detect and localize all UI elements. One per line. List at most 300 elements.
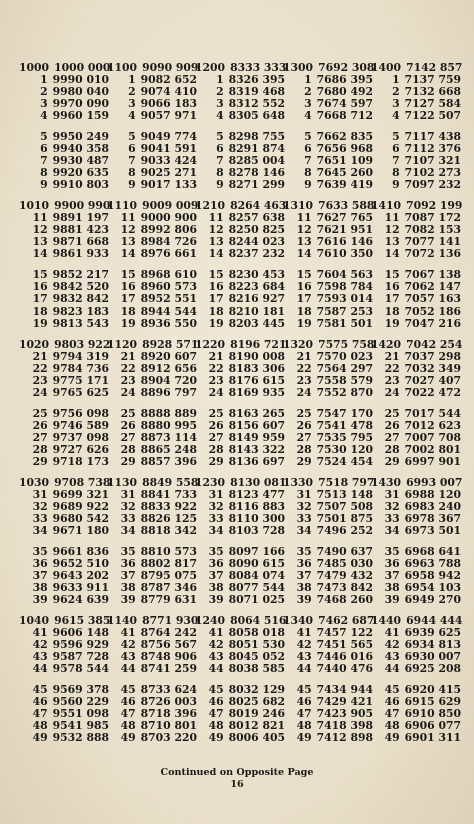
row-number: 1110 [107,199,138,213]
row-number: 47 [384,707,400,721]
reciprocal-value: 8071 025 [228,593,285,607]
reciprocal-value: 8250 825 [228,223,285,237]
reciprocal-value: 9871 668 [52,235,109,249]
row-number: 1130 [107,475,138,489]
reciprocal-value: 8271 299 [228,178,285,192]
row-number: 21 [120,349,136,363]
table-row [283,363,373,375]
row-number: 17 [32,292,48,306]
table-row [107,110,197,122]
reciprocal-value: 7017 544 [404,406,461,420]
row-group [107,408,197,468]
table-row [371,248,461,260]
table-row [107,293,197,305]
row-number: 49 [384,731,400,745]
row-number: 22 [296,361,312,375]
reciprocal-value: 9708 738 [54,475,111,489]
reciprocal-value: 9606 148 [52,626,109,640]
table-row [371,375,461,387]
row-number: 12 [384,223,400,237]
reciprocal-value: 6973 501 [404,523,461,537]
table-row [283,351,373,363]
row-number: 1 [392,73,400,87]
row-group [195,684,285,744]
reciprocal-value: 8210 181 [228,304,285,318]
row-group [371,408,461,468]
reciprocal-value: 9765 625 [52,385,109,399]
row-group [19,477,109,537]
reciprocal-value: 7122 507 [404,109,461,123]
row-number: 26 [120,418,136,432]
reciprocal-value: 7082 153 [404,223,461,237]
reciprocal-value: 9551 098 [52,707,109,721]
table-row [283,248,373,260]
row-number: 9 [40,178,48,192]
row-number: 1040 [19,614,50,627]
row-number: 43 [384,650,400,664]
table-row [283,732,373,744]
table-row [195,248,285,260]
row-number: 26 [384,418,400,432]
reciprocal-value: 7593 014 [316,292,373,306]
row-number: 49 [296,731,312,745]
row-number: 38 [384,581,400,595]
table-row [107,318,197,330]
reciprocal-value: 8733 624 [140,683,197,697]
reciprocal-value: 6954 103 [404,581,461,595]
row-number: 5 [128,130,136,144]
reciprocal-value: 6906 077 [404,719,461,733]
reciprocal-value: 8019 246 [228,707,285,721]
table-row [195,525,285,537]
row-number: 2 [392,85,400,99]
row-number: 44 [32,662,48,676]
row-number: 47 [120,707,136,721]
reciprocal-value: 8230 453 [228,268,285,282]
row-group [19,615,109,675]
reciprocal-value: 8216 927 [228,292,285,306]
table-row [371,663,461,675]
row-number: 48 [384,719,400,733]
reciprocal-value: 6925 208 [404,662,461,676]
reciprocal-value: 7564 297 [316,361,373,375]
row-number: 1100 [107,61,138,74]
row-number: 35 [208,544,224,558]
reciprocal-value: 7112 376 [404,142,461,156]
reciprocal-value: 6988 120 [404,487,461,501]
row-number: 4 [128,109,136,123]
reciprocal-value: 6958 942 [404,568,461,582]
row-number: 43 [208,650,224,664]
reciprocal-value: 8992 806 [140,223,197,237]
row-number: 19 [296,316,312,330]
row-number: 48 [208,719,224,733]
table-row [107,732,197,744]
row-group [283,339,373,399]
row-number: 26 [32,418,48,432]
table-row [107,387,197,399]
row-group [283,62,373,122]
row-group [107,131,197,191]
row-number: 3 [392,97,400,111]
row-number: 34 [384,523,400,537]
reciprocal-value: 8149 959 [228,430,285,444]
row-number: 8 [304,166,312,180]
row-number: 15 [296,268,312,282]
row-number: 26 [296,418,312,432]
reciprocal-value: 8952 551 [140,292,197,306]
row-number: 34 [296,523,312,537]
row-group [195,62,285,122]
table-row [283,456,373,468]
reciprocal-value: 9090 909 [142,61,199,74]
reciprocal-value: 9803 922 [54,337,111,351]
reciprocal-value: 7621 951 [316,223,373,237]
reciprocal-value: 9775 171 [52,373,109,387]
row-number: 5 [304,130,312,144]
reciprocal-value: 8984 726 [140,235,197,249]
row-number: 47 [32,707,48,721]
reciprocal-value: 8944 544 [140,304,197,318]
row-number: 3 [40,97,48,111]
reciprocal-value: 8051 530 [228,638,285,652]
table-row [107,444,197,456]
row-number: 14 [120,247,136,261]
row-number: 33 [120,511,136,525]
reciprocal-value: 7513 148 [316,487,373,501]
row-number: 28 [208,442,224,456]
row-number: 8 [40,166,48,180]
page-number: 16 [230,779,244,790]
reciprocal-value: 7092 199 [406,199,463,213]
reciprocal-value: 9532 888 [52,731,109,745]
reciprocal-value: 9794 319 [52,349,109,363]
reciprocal-value: 7692 308 [318,61,375,74]
reciprocal-value: 7610 350 [316,247,373,261]
row-number: 42 [208,638,224,652]
row-number: 35 [296,544,312,558]
row-number: 42 [32,638,48,652]
row-number: 48 [120,719,136,733]
reciprocal-value: 9074 410 [140,85,197,99]
row-number: 15 [384,268,400,282]
row-group [195,131,285,191]
reciprocal-value: 9033 424 [140,154,197,168]
row-group [371,269,461,329]
reciprocal-value: 9940 358 [52,142,109,156]
table-row [107,420,197,432]
table-row [283,420,373,432]
reciprocal-value: 6997 901 [404,454,461,468]
reciprocal-value: 8190 008 [228,349,285,363]
row-number: 22 [32,361,48,375]
reciprocal-value: 8223 684 [228,280,285,294]
reciprocal-value: 7012 623 [404,418,461,432]
reciprocal-value: 8912 656 [140,361,197,375]
row-number: 25 [296,406,312,420]
row-number: 33 [384,511,400,525]
reciprocal-value: 9624 639 [52,593,109,607]
row-number: 5 [40,130,48,144]
reciprocal-value: 8237 232 [228,247,285,261]
reciprocal-value: 6934 813 [404,638,461,652]
reciprocal-value: 8305 648 [228,109,285,123]
reciprocal-value: 8826 125 [140,511,197,525]
row-number: 24 [384,385,400,399]
row-number: 18 [384,304,400,318]
row-number: 1200 [195,61,226,74]
row-number: 31 [384,487,400,501]
reciprocal-value: 9025 271 [140,166,197,180]
table-row [19,110,109,122]
table-row [283,318,373,330]
reciprocal-value: 7032 349 [404,361,461,375]
reciprocal-value: 7446 016 [316,650,373,664]
row-group [371,200,461,260]
reciprocal-value: 7052 186 [404,304,461,318]
table-row [283,525,373,537]
reciprocal-value: 6930 007 [404,650,461,664]
row-number: 8 [216,166,224,180]
reciprocal-value: 8123 477 [228,487,285,501]
row-number: 5 [216,130,224,144]
table-row [19,363,109,375]
table-row [19,179,109,191]
table-row [107,248,197,260]
reciprocal-value: 9541 985 [52,719,109,733]
row-group [283,408,373,468]
row-number: 28 [384,442,400,456]
row-number: 3 [304,97,312,111]
reciprocal-value: 9615 385 [54,614,111,627]
row-number: 27 [120,430,136,444]
row-number: 39 [120,593,136,607]
reciprocal-value: 8764 242 [140,626,197,640]
row-number: 32 [296,499,312,513]
table-row [107,339,197,351]
table-row [19,318,109,330]
row-number: 1220 [195,337,226,351]
reciprocal-value: 8103 728 [228,523,285,537]
reciprocal-value: 8110 300 [228,511,285,525]
table-row [283,339,373,351]
reciprocal-value: 8795 075 [140,568,197,582]
table-row [107,351,197,363]
reciprocal-value: 7434 944 [316,683,373,697]
table-row [195,408,285,420]
reciprocal-value: 7575 758 [318,337,375,351]
row-number: 11 [384,211,400,225]
row-number: 44 [296,662,312,676]
table-row [107,456,197,468]
table-row [195,732,285,744]
table-row [195,306,285,318]
row-number: 48 [32,719,48,733]
row-number: 23 [120,373,136,387]
row-number: 7 [216,154,224,168]
row-number: 49 [32,731,48,745]
row-number: 4 [392,109,400,123]
reciprocal-value: 9832 842 [52,292,109,306]
row-number: 46 [384,695,400,709]
reciprocal-value: 9041 591 [140,142,197,156]
reciprocal-value: 7037 298 [404,349,461,363]
table-row [195,387,285,399]
table-row [107,477,197,489]
table-row [371,456,461,468]
table-row [283,477,373,489]
reciprocal-value: 9737 098 [52,430,109,444]
reciprocal-value: 8285 004 [228,154,285,168]
row-number: 28 [296,442,312,456]
table-row [195,432,285,444]
reciprocal-value: 9881 423 [52,223,109,237]
reciprocal-value: 9699 321 [52,487,109,501]
row-number: 3 [216,97,224,111]
row-number: 29 [384,454,400,468]
reciprocal-value: 6939 625 [404,626,461,640]
reciprocal-value: 8718 396 [140,707,197,721]
reciprocal-value: 7062 147 [404,280,461,294]
table-row [371,318,461,330]
reciprocal-value: 6910 850 [404,707,461,721]
row-group [283,684,373,744]
row-number: 31 [32,487,48,501]
reciprocal-value: 7473 842 [316,581,373,595]
table-row [107,306,197,318]
continued-note: Continued on Opposite Page [160,767,314,778]
table-row [19,477,109,489]
row-number: 18 [32,304,48,318]
row-number: 14 [296,247,312,261]
reciprocal-value: 9017 133 [140,178,197,192]
reciprocal-value: 8097 166 [228,544,285,558]
row-group [19,408,109,468]
reciprocal-value: 7535 795 [316,430,373,444]
reciprocal-value: 8264 463 [230,199,287,213]
reciprocal-value: 7639 419 [316,178,373,192]
row-number: 1210 [195,199,226,213]
reciprocal-value: 7501 875 [316,511,373,525]
row-number: 44 [120,662,136,676]
table-row [19,293,109,305]
reciprocal-value: 9756 098 [52,406,109,420]
table-column [283,62,373,753]
reciprocal-value: 8077 544 [228,581,285,595]
table-row [195,293,285,305]
row-number: 9 [128,178,136,192]
reciprocal-value: 7007 708 [404,430,461,444]
row-number: 15 [120,268,136,282]
reciprocal-value: 9560 229 [52,695,109,709]
reciprocal-value: 7524 454 [316,454,373,468]
row-number: 45 [120,683,136,697]
table-column [195,62,285,753]
row-number: 1 [304,73,312,87]
row-number: 34 [120,523,136,537]
reciprocal-value: 7490 637 [316,544,373,558]
reciprocal-value: 6920 415 [404,683,461,697]
table-row [371,179,461,191]
table-row [371,444,461,456]
reciprocal-value: 9813 543 [52,316,109,330]
reciprocal-value: 7518 797 [318,475,375,489]
row-number: 29 [32,454,48,468]
row-number: 49 [208,731,224,745]
row-number: 2 [216,85,224,99]
reciprocal-value: 8333 333 [230,61,287,74]
table-row [283,375,373,387]
reciprocal-value: 8857 396 [140,454,197,468]
row-number: 21 [32,349,48,363]
reciprocal-value: 7072 136 [404,247,461,261]
row-number: 1010 [19,199,50,213]
table-row [107,408,197,420]
row-number: 45 [208,683,224,697]
reciprocal-value: 6968 641 [404,544,461,558]
row-group [283,200,373,260]
table-row [371,732,461,744]
row-number: 35 [384,544,400,558]
row-number: 36 [120,556,136,570]
reciprocal-value: 9960 159 [52,109,109,123]
table-row [107,432,197,444]
reciprocal-value: 8326 395 [228,73,285,87]
table-row [371,339,461,351]
row-number: 9 [216,178,224,192]
row-number: 24 [32,385,48,399]
row-number: 48 [296,719,312,733]
reciprocal-value: 8183 306 [228,361,285,375]
row-number: 46 [120,695,136,709]
row-number: 7 [40,154,48,168]
reciprocal-value: 9990 010 [52,73,109,87]
row-group [371,131,461,191]
reciprocal-value: 9784 736 [52,361,109,375]
reciprocal-value: 8818 342 [140,523,197,537]
row-number: 23 [208,373,224,387]
reciprocal-value: 8176 615 [228,373,285,387]
reciprocal-value: 8025 682 [228,695,285,709]
table-row [195,456,285,468]
reciprocal-value: 7674 597 [316,97,373,111]
row-number: 32 [120,499,136,513]
reciprocal-value: 8756 567 [140,638,197,652]
reciprocal-value: 8726 003 [140,695,197,709]
table-row [283,306,373,318]
row-number: 27 [296,430,312,444]
row-number: 1310 [283,199,314,213]
row-number: 25 [384,406,400,420]
row-number: 19 [120,316,136,330]
row-number: 43 [32,650,48,664]
row-group [195,408,285,468]
row-number: 38 [32,581,48,595]
table-row [19,525,109,537]
row-group [195,269,285,329]
reciprocal-value: 7662 835 [316,130,373,144]
table-row [371,477,461,489]
row-number: 22 [384,361,400,375]
row-number: 2 [128,85,136,99]
row-number: 8 [128,166,136,180]
reciprocal-value: 7686 395 [316,73,373,87]
row-number: 44 [384,662,400,676]
reciprocal-value: 7462 687 [318,614,375,627]
row-number: 32 [208,499,224,513]
reciprocal-value: 7668 712 [316,109,373,123]
row-number: 46 [296,695,312,709]
